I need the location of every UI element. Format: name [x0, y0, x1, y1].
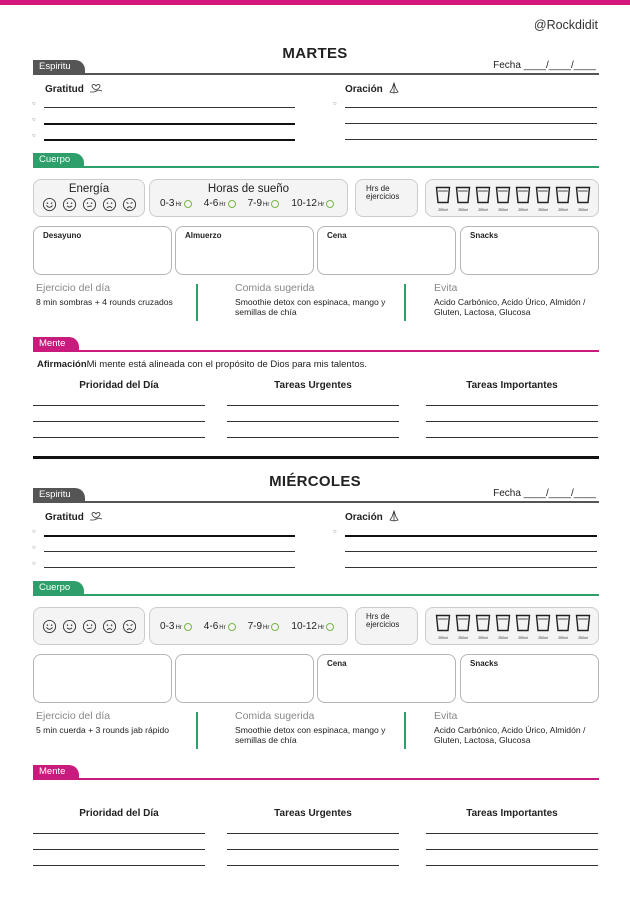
water-tracker	[425, 179, 599, 217]
gratitud-label: Gratitud	[45, 510, 103, 523]
prioridad-line-3[interactable]	[33, 437, 205, 438]
heart-hand-icon	[89, 510, 103, 522]
sleep-option-4-6[interactable]: 4-6 Hr	[204, 198, 236, 209]
water-tracker	[425, 607, 599, 645]
bullet: ○	[32, 117, 36, 123]
bullet: ○	[333, 529, 337, 535]
glass-volume-label: 250ml	[478, 636, 488, 640]
oracion-line-1[interactable]	[345, 535, 597, 537]
water-glass-icon[interactable]	[535, 186, 551, 212]
exercise-hours-box[interactable]	[355, 179, 418, 217]
urgentes-line-1[interactable]	[227, 405, 399, 406]
praying-hands-icon	[388, 510, 400, 522]
oracion-line-1[interactable]	[345, 107, 597, 108]
urgentes-heading: Tareas Urgentes	[274, 380, 352, 391]
importantes-heading: Tareas Importantes	[466, 808, 558, 819]
prioridad-heading: Prioridad del Día	[79, 808, 159, 819]
oracion-line-2[interactable]	[345, 551, 597, 552]
radio-icon	[271, 200, 279, 208]
glass-volume-label: 250ml	[518, 636, 528, 640]
ejercicio-heading: Ejercicio del día	[36, 282, 111, 294]
glass-volume-label: 250ml	[578, 636, 588, 640]
water-glass-icon[interactable]	[555, 614, 571, 640]
section-tab-espiritu: Espiritu	[33, 488, 85, 501]
face-neutral-icon[interactable]	[82, 619, 97, 634]
radio-icon	[326, 623, 334, 631]
energy-faces	[34, 197, 144, 212]
ejercicio-heading: Ejercicio del día	[36, 710, 111, 722]
evita-text: Acido Carbónico, Acido Úrico, Almidón / Gluten, Lactosa, Glucosa	[434, 297, 586, 317]
water-glass-icon[interactable]	[515, 614, 531, 640]
sleep-label: Horas de sueño	[207, 183, 290, 195]
meal-box-snacks[interactable]	[460, 654, 599, 703]
glass-volume-label: 250ml	[578, 208, 588, 212]
afirmacion: AfirmaciónMi mente está alineada con el propósito de Dios para mis talentos.	[37, 359, 368, 370]
water-glass-icon[interactable]	[475, 186, 491, 212]
meal-label: Snacks	[470, 231, 499, 240]
urgentes-line-2[interactable]	[227, 849, 399, 850]
divider-bar	[404, 712, 406, 749]
date-field[interactable]: Fecha ____/____/____	[493, 488, 596, 499]
face-very-happy-icon[interactable]	[42, 619, 57, 634]
energia-box	[33, 179, 145, 217]
ejercicio-text: 5 min cuerda + 3 rounds jab rápido	[36, 725, 170, 735]
urgentes-heading: Tareas Urgentes	[274, 808, 352, 819]
radio-icon	[228, 200, 236, 208]
evita-heading: Evita	[434, 710, 458, 722]
face-very-happy-icon[interactable]	[42, 197, 57, 212]
exercise-hours-label: Hrs de ejercicios	[366, 612, 400, 629]
radio-icon	[228, 623, 236, 631]
praying-hands-icon	[388, 82, 400, 94]
meal-box-2[interactable]	[175, 654, 314, 703]
energia-box	[33, 607, 145, 645]
oracion-line-2[interactable]	[345, 123, 597, 124]
gratitud-line-2[interactable]	[44, 551, 295, 552]
sleep-option-7-9[interactable]: 7-9 Hr	[248, 198, 280, 209]
face-sad-icon[interactable]	[102, 619, 117, 634]
heart-hand-icon	[89, 82, 103, 94]
oracion-label: Oración	[345, 510, 400, 523]
exercise-hours-label: Hrs de ejercicios	[366, 184, 400, 201]
oracion-line-3[interactable]	[345, 567, 597, 568]
day-title: MARTES	[282, 45, 348, 62]
water-glass-icon[interactable]	[515, 186, 531, 212]
prioridad-line-3[interactable]	[33, 865, 205, 866]
water-glass-icon[interactable]	[435, 186, 451, 212]
gratitud-line-2[interactable]	[44, 123, 295, 125]
glass-volume-label: 250ml	[498, 208, 508, 212]
water-glass-icon[interactable]	[455, 614, 471, 640]
comida-text: Smoothie detox con espinaca, mango y semillas de chía	[235, 725, 386, 745]
water-glass-icon[interactable]	[575, 614, 591, 640]
face-very-sad-icon[interactable]	[122, 197, 137, 212]
bullet: ○	[32, 561, 36, 567]
meal-label: Snacks	[470, 659, 499, 668]
water-glass-icon[interactable]	[555, 186, 571, 212]
comida-heading: Comida sugerida	[235, 710, 315, 722]
section-line-cuerpo	[33, 166, 599, 168]
oracion-line-3[interactable]	[345, 139, 597, 140]
top-accent-bar	[0, 0, 630, 5]
section-line-mente	[33, 778, 599, 780]
sleep-option-0-3[interactable]: 0-3 Hr	[160, 621, 192, 632]
urgentes-line-2[interactable]	[227, 421, 399, 422]
sleep-box	[149, 179, 348, 217]
gratitud-line-1[interactable]	[44, 535, 295, 537]
radio-icon	[184, 623, 192, 631]
evita-heading: Evita	[434, 282, 458, 294]
face-happy-icon[interactable]	[62, 619, 77, 634]
water-glass-icon[interactable]	[575, 186, 591, 212]
prioridad-line-2[interactable]	[33, 849, 205, 850]
importantes-line-1[interactable]	[426, 405, 598, 406]
comida-heading: Comida sugerida	[235, 282, 315, 294]
water-cups	[435, 186, 591, 212]
water-cups	[435, 614, 591, 640]
meal-label: Cena	[327, 231, 347, 240]
glass-volume-label: 250ml	[438, 208, 448, 212]
sleep-option-0-3[interactable]: 0-3 Hr	[160, 198, 192, 209]
face-very-sad-icon[interactable]	[122, 619, 137, 634]
sleep-options	[160, 621, 334, 632]
meal-box-1[interactable]	[33, 654, 172, 703]
meal-label: Almuerzo	[185, 231, 222, 240]
sleep-option-10-12[interactable]: 10-12 Hr	[291, 621, 334, 632]
section-line-mente	[33, 350, 599, 352]
water-glass-icon[interactable]	[455, 186, 471, 212]
date-field[interactable]: Fecha ____/____/____	[493, 60, 596, 71]
bullet: ○	[32, 545, 36, 551]
sleep-option-4-6[interactable]: 4-6 Hr	[204, 621, 236, 632]
section-tab-cuerpo: Cuerpo	[33, 581, 84, 594]
meal-box-almuerzo[interactable]	[175, 226, 314, 275]
meal-label: Desayuno	[43, 231, 82, 240]
evita-text: Acido Carbónico, Acido Úrico, Almidón / Gluten, Lactosa, Glucosa	[434, 725, 586, 745]
exercise-hours-box[interactable]	[355, 607, 418, 645]
importantes-heading: Tareas Importantes	[466, 380, 558, 391]
water-glass-icon[interactable]	[475, 614, 491, 640]
day-title: MIÉRCOLES	[269, 473, 361, 490]
gratitud-line-1[interactable]	[44, 107, 295, 108]
bullet: ○	[32, 133, 36, 139]
gratitud-label: Gratitud	[45, 82, 103, 95]
sleep-box	[149, 607, 348, 645]
glass-volume-label: 250ml	[458, 636, 468, 640]
bullet: ○	[32, 101, 36, 107]
section-tab-mente: Mente	[33, 765, 79, 778]
radio-icon	[271, 623, 279, 631]
importantes-line-3[interactable]	[426, 437, 598, 438]
prioridad-line-1[interactable]	[33, 833, 205, 834]
section-tab-cuerpo: Cuerpo	[33, 153, 84, 166]
glass-volume-label: 250ml	[438, 636, 448, 640]
divider-bar	[196, 712, 198, 749]
radio-icon	[326, 200, 334, 208]
face-sad-icon[interactable]	[102, 197, 117, 212]
sleep-options	[160, 198, 334, 209]
glass-volume-label: 250ml	[478, 208, 488, 212]
glass-volume-label: 250ml	[458, 208, 468, 212]
importantes-line-2[interactable]	[426, 849, 598, 850]
prioridad-line-2[interactable]	[33, 421, 205, 422]
oracion-label: Oración	[345, 82, 400, 95]
comida-text: Smoothie detox con espinaca, mango y semillas de chía	[235, 297, 386, 317]
section-line-espiritu	[33, 501, 599, 503]
section-tab-espiritu: Espiritu	[33, 60, 85, 73]
importantes-line-1[interactable]	[426, 833, 598, 834]
section-line-espiritu	[33, 73, 599, 75]
glass-volume-label: 250ml	[498, 636, 508, 640]
bullet: ○	[32, 529, 36, 535]
bullet: ○	[333, 101, 337, 107]
urgentes-line-3[interactable]	[227, 865, 399, 866]
section-tab-mente: Mente	[33, 337, 79, 350]
gratitud-line-3[interactable]	[44, 139, 295, 141]
day-divider	[33, 456, 599, 459]
meal-label: Cena	[327, 659, 347, 668]
radio-icon	[184, 200, 192, 208]
energy-faces	[34, 619, 144, 634]
meal-box-snacks[interactable]	[460, 226, 599, 275]
gratitud-line-3[interactable]	[44, 567, 295, 568]
energia-label: Energía	[68, 183, 110, 195]
author-handle: @Rockdidit	[533, 18, 598, 32]
meal-box-cena[interactable]	[317, 226, 456, 275]
importantes-line-3[interactable]	[426, 865, 598, 866]
glass-volume-label: 250ml	[558, 208, 568, 212]
meal-box-desayuno[interactable]	[33, 226, 172, 275]
ejercicio-text: 8 min sombras + 4 rounds cruzados	[36, 297, 173, 307]
urgentes-line-3[interactable]	[227, 437, 399, 438]
glass-volume-label: 250ml	[538, 208, 548, 212]
urgentes-line-1[interactable]	[227, 833, 399, 834]
glass-volume-label: 250ml	[558, 636, 568, 640]
face-neutral-icon[interactable]	[82, 197, 97, 212]
glass-volume-label: 250ml	[518, 208, 528, 212]
water-glass-icon[interactable]	[495, 614, 511, 640]
sleep-option-10-12[interactable]: 10-12 Hr	[291, 198, 334, 209]
importantes-line-2[interactable]	[426, 421, 598, 422]
face-happy-icon[interactable]	[62, 197, 77, 212]
divider-bar	[404, 284, 406, 321]
glass-volume-label: 250ml	[538, 636, 548, 640]
water-glass-icon[interactable]	[435, 614, 451, 640]
water-glass-icon[interactable]	[535, 614, 551, 640]
section-line-cuerpo	[33, 594, 599, 596]
prioridad-heading: Prioridad del Día	[79, 380, 159, 391]
sleep-option-7-9[interactable]: 7-9 Hr	[248, 621, 280, 632]
water-glass-icon[interactable]	[495, 186, 511, 212]
meal-box-cena[interactable]	[317, 654, 456, 703]
prioridad-line-1[interactable]	[33, 405, 205, 406]
divider-bar	[196, 284, 198, 321]
